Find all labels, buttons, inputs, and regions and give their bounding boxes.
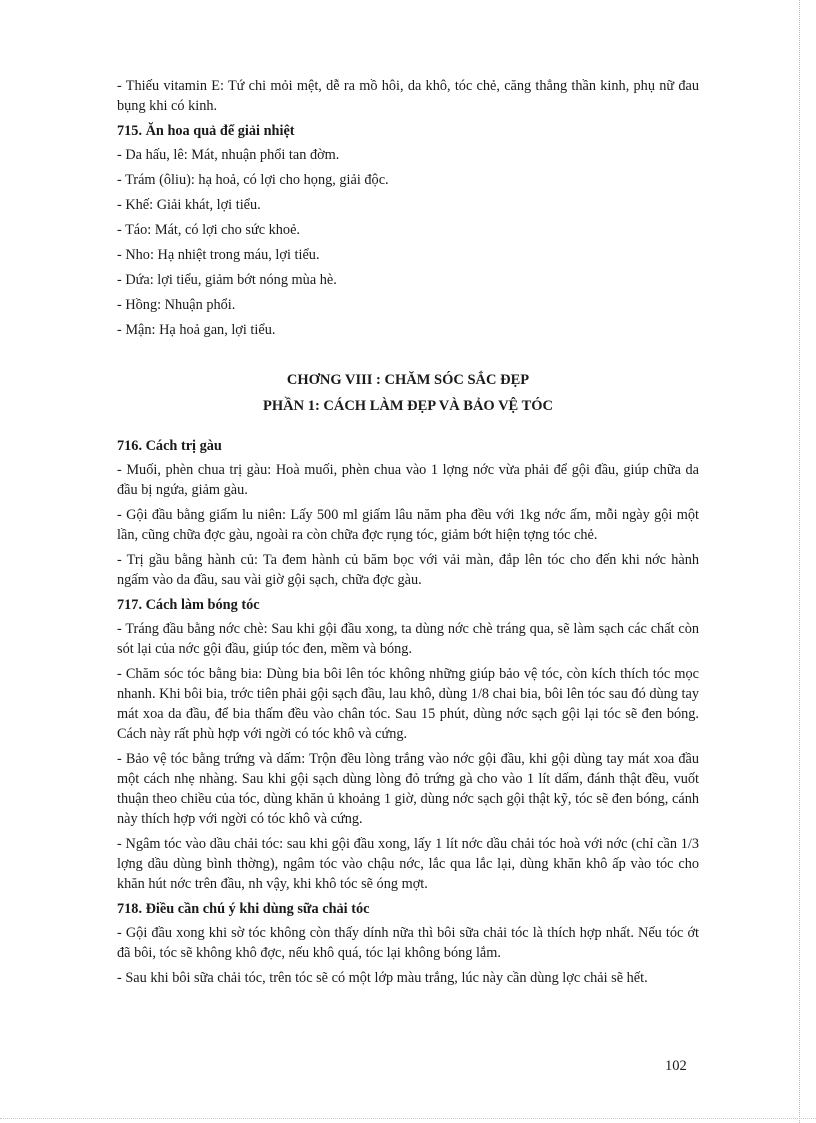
list-item: - Nho: Hạ nhiệt trong máu, lợi tiểu. (117, 247, 320, 263)
paragraph: - Chăm sóc tóc bằng bia: Dùng bia bôi lên tóc không những giúp bảo vệ tóc, còn kích thích tóc mọc nhanh. Khi bôi bia, trớc tiên phải gội sạch đầu, lau khô, dùng 1/8 chai bia, bôi lên tóc sau đó dùng tay mát xoa da đầu, để bia thấm đều vào chân tóc. Sau 15 phút, dùng nớc sạch gội lại tóc sẽ đen bóng. Cách này rất phù hợp với ngời có tóc khô và cứng. (117, 666, 699, 742)
page-edge-right-rule (799, 0, 800, 1123)
section-718 (117, 899, 699, 988)
section-716-heading: 716. Cách trị gàu (117, 438, 222, 454)
paragraph: - Tráng đầu bằng nớc chè: Sau khi gội đầu xong, ta dùng nớc chè tráng qua, sẽ làm sạch các chất còn sót lại của nớc gội đầu, giúp tóc đen, mềm và bóng. (117, 621, 699, 657)
intro-paragraph (117, 76, 699, 116)
list-item: - Trám (ôliu): hạ hoả, có lợi cho họng, giải độc. (117, 172, 389, 188)
page-number: 102 (665, 1058, 687, 1074)
list-item: - Dứa: lợi tiểu, giảm bớt nóng mùa hè. (117, 272, 337, 288)
section-717-heading: 717. Cách làm bóng tóc (117, 597, 260, 613)
list-item: - Táo: Mát, có lợi cho sức khoẻ. (117, 222, 300, 238)
chapter-title: CHƠNG VIII : CHĂM SÓC SẮC ĐẸP (286, 372, 530, 388)
part-title: PHẦN 1: CÁCH LÀM ĐẸP VÀ BẢO VỆ TÓC (262, 398, 554, 414)
page-content (117, 76, 699, 993)
list-item: - Mận: Hạ hoả gan, lợi tiểu. (117, 322, 276, 338)
section-716 (117, 436, 699, 590)
intro-text: - Thiếu vitamin E: Tứ chi mỏi mệt, dễ ra mồ hôi, da khô, tóc chẻ, căng thẳng thần kinh, phụ nữ đau bụng khi có kinh. (117, 78, 699, 114)
page-edge-bottom-rule (0, 1118, 816, 1119)
paragraph: - Bảo vệ tóc bằng trứng và dấm: Trộn đều lòng trắng vào nớc gội đầu, khi gội dùng tay mát xoa đầu một cách nhẹ nhàng. Sau khi gội sạch dùng lòng đỏ trứng gà cho vào 1 lít dấm, đánh thật đều, vuốt thuận theo chiều của tóc, dùng khăn ủ khoảng 1 giờ, dùng nớc sạch gội thật kỹ, tóc sẽ đen bóng, cánh này thích hợp với ngời có tóc khô và cứng. (117, 751, 699, 827)
section-715 (117, 121, 699, 340)
list-item: - Da hấu, lê: Mát, nhuận phổi tan đờm. (117, 147, 340, 163)
paragraph: - Ngâm tóc vào dầu chải tóc: sau khi gội đầu xong, lấy 1 lít nớc dầu chải tóc hoà với nớc (chỉ cần 1/3 lợng dầu dùng bình thờng), ngâm tóc vào chậu nớc, lắc qua lắc lại, dùng khăn khô ấp vào tóc cho khăn hút nớc trên đầu, nh vậy, khi khô tóc sẽ óng mợt. (117, 836, 699, 892)
chapter-header (117, 368, 699, 418)
list-item: - Hồng: Nhuận phổi. (117, 297, 236, 313)
section-718-heading: 718. Điều cần chú ý khi dùng sữa chải tóc (117, 901, 370, 917)
section-717 (117, 595, 699, 894)
paragraph: - Muối, phèn chua trị gàu: Hoà muối, phèn chua vào 1 lợng nớc vừa phải để gội đầu, giúp chữa da đầu bị ngứa, giảm gàu. (117, 462, 699, 498)
paragraph: - Gội đầu bằng giấm lu niên: Lấy 500 ml giấm lâu năm pha đều với 1kg nớc ấm, mỗi ngày gội một lần, cũng chữa đợc gàu, ngoài ra còn chữa đợc rụng tóc, giảm bớt hiện tợng tóc chẻ. (117, 507, 699, 543)
paragraph: - Gội đầu xong khi sờ tóc không còn thấy dính nữa thì bôi sữa chải tóc là thích hợp nhất. Nếu tóc ớt đã bôi, tóc sẽ không khô đợc, nếu khô quá, tóc lại không bóng lắm. (117, 925, 699, 961)
list-item: - Khế: Giải khát, lợi tiểu. (117, 197, 261, 213)
paragraph: - Sau khi bôi sữa chải tóc, trên tóc sẽ có một lớp màu trắng, lúc này cần dùng lợc chải sẽ hết. (117, 970, 648, 986)
section-715-heading: 715. Ăn hoa quả để giải nhiệt (117, 123, 295, 139)
section-715-list (117, 145, 699, 340)
paragraph: - Trị gầu bằng hành củ: Ta đem hành củ băm bọc với vải màn, đắp lên tóc cho đến khi nớc hành ngấm vào da đầu, sau vài giờ gội sạch, chữa đợc gàu. (117, 552, 699, 588)
